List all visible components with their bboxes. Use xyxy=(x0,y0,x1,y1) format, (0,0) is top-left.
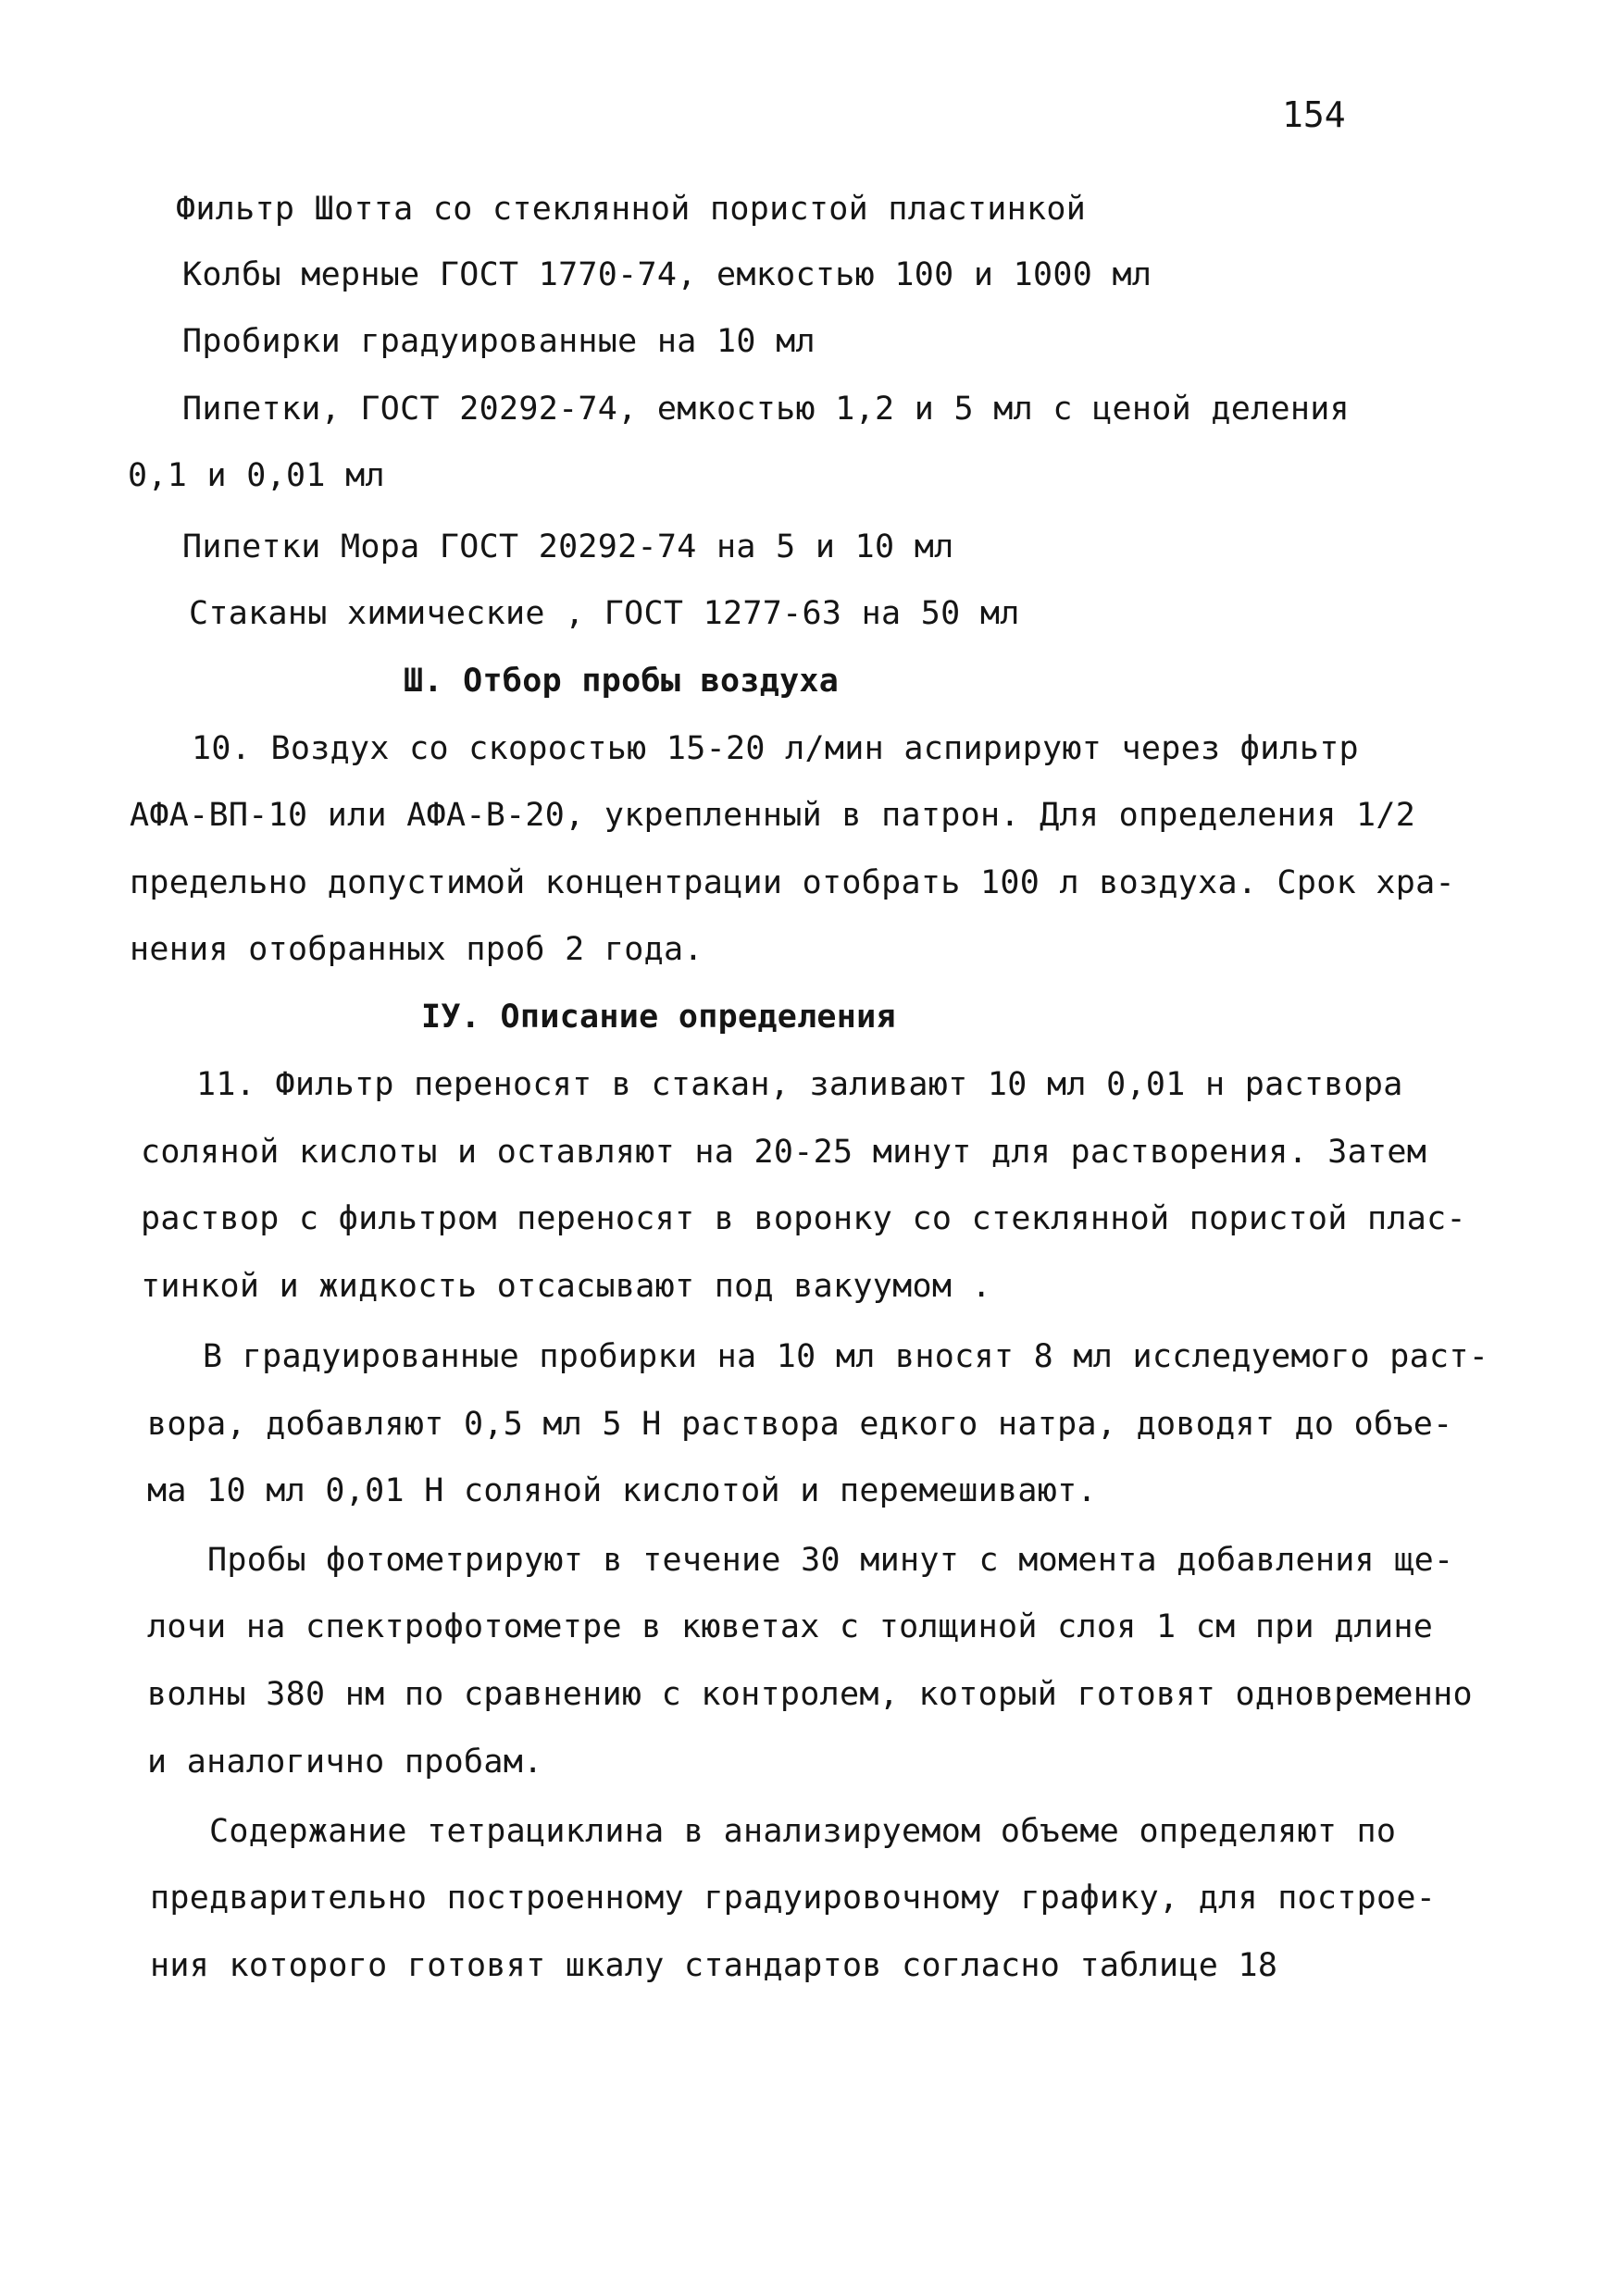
paragraph-line: В градуированные пробирки на 10 мл вносят 8 мл исследуемого раст- xyxy=(203,1338,1489,1375)
paragraph-line: предельно допустимой концентрации отобрать 100 л воздуха. Срок хра- xyxy=(130,864,1455,901)
paragraph-line: волны 380 нм по сравнению с контролем, который готовят одновременно xyxy=(147,1676,1473,1713)
paragraph-line: нения отобранных проб 2 года. xyxy=(130,931,704,968)
paragraph-line: лочи на спектрофотометре в кюветах с толщиной слоя 1 см при длине xyxy=(147,1608,1434,1645)
paragraph-line: ния которого готовят шкалу стандартов согласно таблице 18 xyxy=(150,1947,1278,1984)
paragraph-line: Содержание тетрациклина в анализируемом объеме определяют по xyxy=(209,1813,1397,1850)
paragraph-line: предварительно построенному градуировочному графику, для построе- xyxy=(150,1880,1437,1917)
paragraph-line: 11. Фильтр переносят в стакан, заливают 10 мл 0,01 н раствора xyxy=(196,1066,1403,1103)
equipment-item: Пипетки Мора ГОСТ 20292-74 на 5 и 10 мл xyxy=(182,528,954,565)
paragraph-line: соляной кислоты и оставляют на 20-25 минут для растворения. Затем xyxy=(141,1134,1427,1171)
paragraph-line: раствор с фильтром переносят в воронку со стеклянной пористой плас- xyxy=(141,1200,1466,1237)
paragraph-line: АФА-ВП-10 или АФА-В-20, укрепленный в патрон. Для определения 1/2 xyxy=(130,797,1416,834)
equipment-item-continuation: 0,1 и 0,01 мл xyxy=(128,457,385,494)
equipment-item: Колбы мерные ГОСТ 1770-74, емкостью 100 и 1000 мл xyxy=(182,256,1152,293)
equipment-item: Стаканы химические , ГОСТ 1277-63 на 50 мл xyxy=(189,595,1020,632)
paragraph-line: тинкой и жидкость отсасывают под вакуумом . xyxy=(141,1268,991,1305)
paragraph-line: ма 10 мл 0,01 Н соляной кислотой и перемешивают. xyxy=(147,1472,1097,1509)
section-heading-method-description: IУ. Описание определения xyxy=(421,999,896,1036)
equipment-item: Пробирки градуированные на 10 мл xyxy=(182,323,816,360)
paragraph-line: 10. Воздух со скоростью 15-20 л/мин аспирируют через фильтр xyxy=(192,730,1359,767)
paragraph-line: вора, добавляют 0,5 мл 5 Н раствора едкого натра, доводят до объе- xyxy=(147,1406,1453,1443)
equipment-item: Пипетки, ГОСТ 20292-74, емкостью 1,2 и 5 мл с ценой деления xyxy=(182,391,1350,428)
equipment-item: Фильтр Шотта со стеклянной пористой пластинкой xyxy=(176,191,1087,228)
paragraph-line: и аналогично пробам. xyxy=(147,1744,543,1781)
paragraph-line: Пробы фотометрируют в течение 30 минут с момента добавления ще- xyxy=(207,1542,1454,1579)
section-heading-air-sampling: Ш. Отбор пробы воздуха xyxy=(404,663,840,700)
page-number: 154 xyxy=(1282,94,1346,135)
